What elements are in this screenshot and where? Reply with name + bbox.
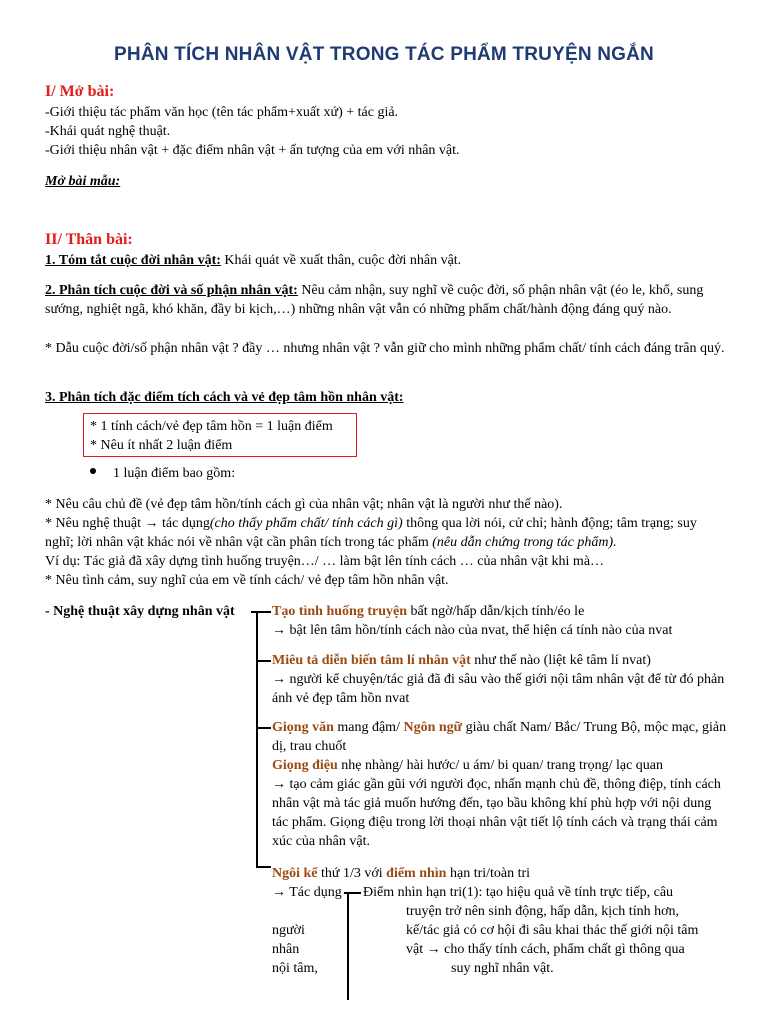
psychology-title: Miêu tả diễn biến tâm lí nhân vật	[272, 653, 471, 668]
section-2	[45, 281, 725, 319]
art-item-psychology	[272, 651, 727, 708]
sub-line-3: kế/tác giả có cơ hội đi sâu khai thác thế giới nội tâm	[406, 923, 699, 938]
tone-title: Giọng điệu	[272, 758, 338, 773]
section-1-label: 1. Tóm tắt cuộc đời nhân vật:	[45, 253, 221, 268]
bullet-text: 1 luận điểm bao gồm:	[113, 466, 236, 481]
language-title: Ngôn ngữ	[403, 720, 463, 735]
voice-text-2: giàu chất Nam/ Bắc/ Trung Bộ, mộc mạc, giản dị, trau chuốt	[272, 720, 727, 754]
narration-effect-label: → Tác dụng	[272, 885, 342, 900]
situation-text: bất ngờ/hấp dẫn/kịch tính/éo le	[406, 604, 585, 619]
art-item-voice	[272, 718, 727, 851]
bracket-main-line	[256, 611, 258, 866]
box-line-1: * 1 tính cách/vẻ đẹp tâm hồn = 1 luận điểm	[90, 419, 333, 434]
section-1	[45, 251, 461, 270]
sub-line-2: truyện trở nên sinh động, hấp dẫn, kịch tính hơn,	[406, 904, 679, 919]
voice-text-1: mang đậm/	[333, 720, 404, 735]
sub-bracket-line	[347, 892, 349, 1000]
point-2-c: thông qua lời nói, cử chỉ; hành động; tâm trạng; suy nghĩ; lời nhân vật khác nói về nhân vật cần phân tích trong tác phẩm	[45, 516, 697, 550]
psychology-text: như thế nào (liệt kê tâm lí nvat)	[470, 653, 651, 668]
box-line-2: * Nêu ít nhất 2 luận điểm	[90, 438, 233, 453]
art-item-narration	[272, 864, 727, 883]
left-word-3: nội tâm,	[272, 961, 318, 976]
situation-title: Tạo tình huống truyện	[272, 604, 407, 619]
sub-line-4: vật → cho thấy tính cách, phẩm chất gì thông qua	[406, 942, 685, 957]
psychology-effect: → người kể chuyện/tác giả đã đi sâu vào thế giới nội tâm nhân vật để từ đó phản ánh vẻ đẹp tâm hồn nvat	[272, 672, 725, 706]
left-word-2: nhân	[272, 942, 300, 957]
art-label: - Nghệ thuật xây dựng nhân vật	[45, 604, 235, 619]
viewpoint-title: điểm nhìn	[386, 866, 447, 881]
voice-title: Giọng văn	[272, 720, 334, 735]
narration-title: Ngôi kể	[272, 866, 318, 881]
point-4: * Nêu tình cảm, suy nghĩ của em về tính cách/ vẻ đẹp tâm hồn nhân vật.	[45, 573, 449, 588]
point-2-b: (cho thấy phẩm chất/ tính cách gì)	[209, 516, 403, 531]
sample-intro-label: Mở bài mẫu:	[45, 174, 121, 189]
bracket-branch-2	[256, 660, 271, 662]
intro-line-2: -Khái quát nghệ thuật.	[45, 124, 171, 139]
body-heading: II/ Thân bài:	[45, 231, 133, 248]
narration-text-1: thứ 1/3 với	[317, 866, 387, 881]
point-2-a: * Nêu nghệ thuật → tác dụng	[45, 516, 210, 531]
sub-line-5: suy nghĩ nhân vật.	[451, 961, 554, 976]
tone-text: nhẹ nhàng/ hài hước/ u ám/ bi quan/ trang trọng/ lạc quan	[337, 758, 663, 773]
point-2-d: (nêu dẫn chứng trong tác phẩm).	[432, 535, 617, 550]
intro-line-3: -Giới thiệu nhân vật + đặc điểm nhân vật + ấn tượng của em với nhân vật.	[45, 143, 460, 158]
example-line: Ví dụ: Tác giả đã xây dựng tình huống truyện…/ … làm bật lên tính cách … của nhân vật khi mà…	[45, 554, 605, 569]
document-title: PHÂN TÍCH NHÂN VẬT TRONG TÁC PHẨM TRUYỆN NGẮN	[114, 44, 654, 65]
sub-line-1: Điểm nhìn hạn tri(1): tạo hiệu quả về tính trực tiếp, câu	[363, 885, 674, 900]
intro-heading: I/ Mở bài:	[45, 83, 115, 100]
section-3-label: 3. Phân tích đặc điểm tích cách và vẻ đẹp tâm hồn nhân vật:	[45, 390, 404, 405]
situation-effect: → bật lên tâm hồn/tính cách nào của nvat, thể hiện cá tính nào của nvat	[272, 623, 673, 638]
narration-text-2: hạn tri/toàn tri	[446, 866, 531, 881]
key-points-box	[83, 413, 357, 457]
section-1-text: Khái quát về xuất thân, cuộc đời nhân vật.	[220, 253, 462, 268]
point-1: * Nêu câu chủ đề (vẻ đẹp tâm hồn/tính cách gì của nhân vật; nhân vật là người như thế nào).	[45, 497, 563, 512]
art-item-situation	[272, 602, 727, 640]
section-2-text: Nêu cảm nhận, suy nghĩ về cuộc đời, số phận nhân vật (éo le, khổ, sung sướng, nghiệt ngã, khó khăn, đầy bi kịch,…) những nhân vật vẫn có những phẩm chất/hành động đáng quý nào.	[45, 283, 704, 317]
point-2	[45, 514, 725, 552]
bracket-branch-4	[256, 866, 271, 868]
voice-effect: → tạo cảm giác gần gũi với người đọc, nhấn mạnh chủ đề, thông điệp, tính cách nhân vật mà tác giả muốn hướng đến, tạo bầu không khí phù hợp với nội dung tác phẩm. Giọng điệu trong lời thoại nhân vật tiết lộ tính cách và trạng thái cảm xúc của nhân vật.	[272, 777, 721, 849]
section-2-note: * Dẫu cuộc đời/số phận nhân vật ? đầy … nhưng nhân vật ? vẫn giữ cho mình những phẩm chất/ tính cách đáng trân quý.	[45, 341, 725, 356]
bullet-dot-icon	[90, 468, 96, 474]
intro-line-1: -Giới thiệu tác phẩm văn học (tên tác phẩm+xuất xứ) + tác giả.	[45, 105, 399, 120]
bracket-branch-3	[256, 727, 271, 729]
section-2-label: 2. Phân tích cuộc đời và số phận nhân vật:	[45, 283, 298, 298]
left-word-1: người	[272, 923, 305, 938]
bracket-branch-1	[251, 611, 271, 613]
